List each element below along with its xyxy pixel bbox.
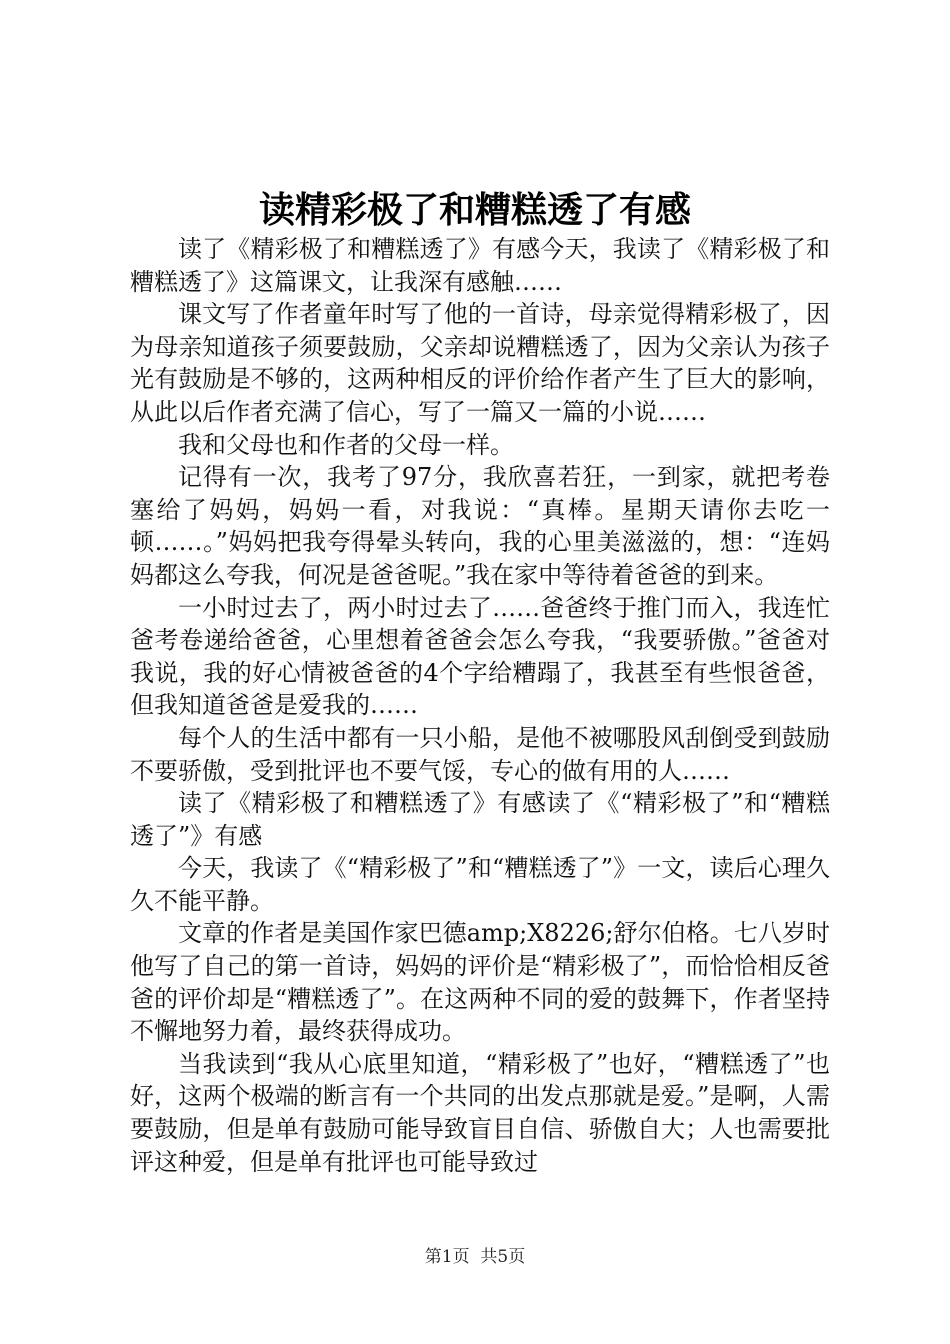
paragraph: 每个人的生活中都有一只小船，是他不被哪股风刮倒受到鼓励不要骄傲，受到批评也不要气馁，专心的做有用的人…… (130, 723, 830, 785)
paragraph: 文章的作者是美国作家巴德amp;X8226;舒尔伯格。七八岁时他写了自己的第一首诗，妈妈的评价是“精彩极了”，而恰恰相反爸爸的评价却是“糟糕透了”。在这两种不同的爱的鼓舞下，作者坚持不懈地努力着，最终获得成功。 (130, 919, 830, 1046)
paragraph: 当我读到“我从心底里知道，“精彩极了”也好，“糟糕透了”也好，这两个极端的断言有一个共同的出发点那就是爱。”是啊，人需要鼓励，但是单有鼓励可能导致盲目自信、骄傲自大；人也需要批评这种爱，但是单有批评也可能导致过 (130, 1049, 830, 1176)
paragraph: 一小时过去了，两小时过去了……爸爸终于推门而入，我连忙爸考卷递给爸爸，心里想着爸爸会怎么夸我，“我要骄傲。”爸爸对我说，我的好心情被爸爸的4个字给糟蹋了，我甚至有些恨爸爸，但我知道爸爸是爱我的…… (130, 593, 830, 720)
paragraph: 我和父母也和作者的父母一样。 (178, 430, 514, 459)
page-title: 读精彩极了和糟糕透了有感 (258, 189, 691, 231)
page-footer (0, 1245, 950, 1269)
paragraph: 记得有一次，我考了97分，我欣喜若狂，一到家，就把考卷塞给了妈妈，妈妈一看，对我说：“真棒。星期天请你去吃一顿……。”妈妈把我夸得晕头转向，我的心里美滋滋的，想：“连妈妈都这么夸我，何况是爸爸呢。”我在家中等待着爸爸的到来。 (130, 463, 830, 589)
paragraph: 今天，我读了《“精彩极了”和“糟糕透了”》一文，读后心理久久不能平静。 (130, 854, 830, 915)
page-total: 共5页 (480, 1247, 526, 1267)
paragraph: 课文写了作者童年时写了他的一首诗，母亲觉得精彩极了，因为母亲知道孩子须要鼓励，父亲却说糟糕透了，因为父亲认为孩子光有鼓励是不够的，这两种相反的评价给作者产生了巨大的影响，从此以后作者充满了信心，写了一篇又一篇的小说…… (130, 300, 830, 426)
document-body (130, 233, 830, 1178)
page-number: 第1页 (424, 1247, 470, 1267)
paragraph: 读了《精彩极了和糟糕透了》有感读了《“精彩极了”和“糟糕透了”》有感 (130, 789, 830, 850)
paragraph: 读了《精彩极了和糟糕透了》有感今天，我读了《精彩极了和糟糕透了》这篇课文，让我深有感触…… (130, 235, 830, 296)
footer-spacer (470, 1247, 481, 1267)
